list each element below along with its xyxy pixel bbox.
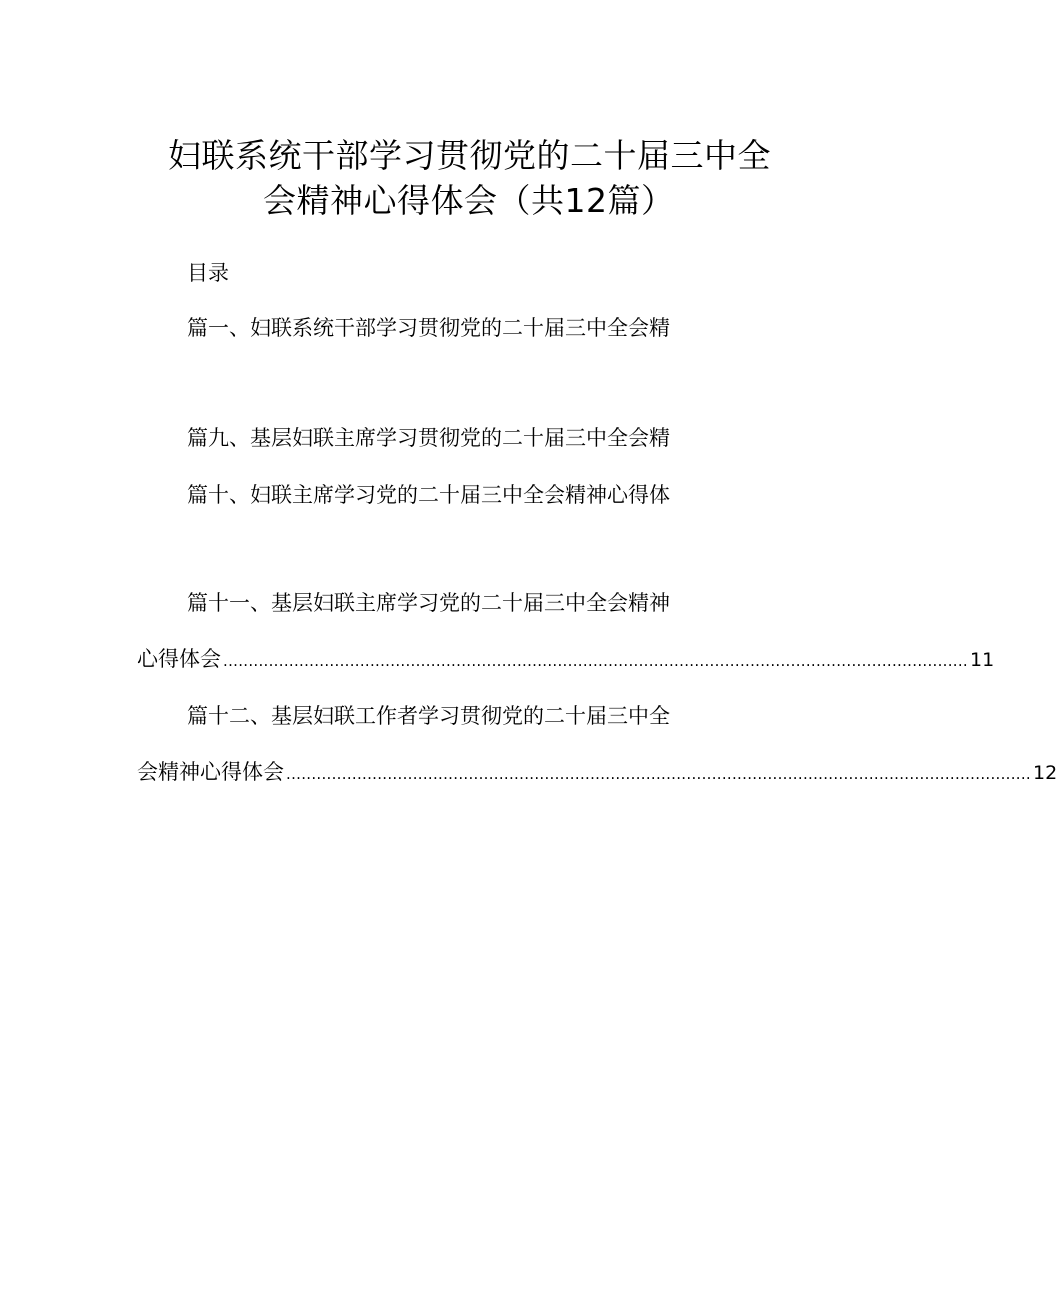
toc-entry-10[interactable]: 篇十、妇联主席学习党的二十届三中全会精神心得体 xyxy=(187,483,670,507)
dot-leader: ................................................................................................................................................... xyxy=(286,765,1032,783)
toc-entry-1[interactable]: 篇一、妇联系统干部学习贯彻党的二十届三中全会精 xyxy=(187,316,670,340)
toc-heading: 目录 xyxy=(187,261,229,285)
toc-entry-12-line-1[interactable]: 篇十二、基层妇联工作者学习贯彻党的二十届三中全 xyxy=(187,704,670,728)
toc-entry-11-line-2[interactable] xyxy=(137,644,995,676)
toc-entry-12-page-number: 12 xyxy=(1033,762,1057,784)
document-title-line-2: 会精神心得体会（共12篇） xyxy=(263,181,675,220)
document-title-line-1: 妇联系统干部学习贯彻党的二十届三中全 xyxy=(168,136,771,175)
toc-entry-9[interactable]: 篇九、基层妇联主席学习贯彻党的二十届三中全会精 xyxy=(187,426,670,450)
toc-entry-11-line-1[interactable]: 篇十一、基层妇联主席学习党的二十届三中全会精神 xyxy=(187,591,670,615)
toc-entry-11-page-number: 11 xyxy=(970,649,995,671)
toc-entry-12-line-2[interactable] xyxy=(137,757,1057,789)
dot-leader: ................................................................................................................................................... xyxy=(223,652,969,670)
toc-entry-11-text: 心得体会 xyxy=(137,647,221,671)
toc-entry-12-text: 会精神心得体会 xyxy=(137,760,284,784)
